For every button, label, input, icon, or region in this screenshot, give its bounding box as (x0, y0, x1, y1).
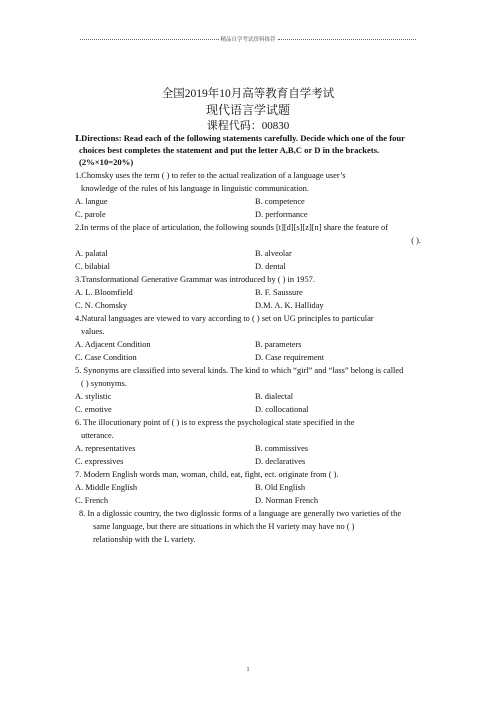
question-stem: 1.Chomsky uses the term ( ) to refer to the actual realization of a language user’s (75, 171, 346, 180)
header-text: 精品自学考试资料推荐 (220, 37, 276, 43)
option-a: A. L. Bloomfield (75, 288, 133, 297)
question-stem: 6. The illocutionary point of ( ) is to express the psychological state specified in the (75, 418, 355, 427)
course-code: 课程代码：00830 (206, 120, 290, 132)
option-a: A. representatives (75, 444, 136, 453)
option-c: C. bilabial (75, 262, 110, 271)
question-stem: 2.In terms of the place of articulation, the following sounds [t][d][s][z][n] share the feature of (75, 223, 389, 232)
option-c: C. Case Condition (75, 353, 137, 362)
option-b: B. competence (255, 197, 305, 206)
question-stem: relationship with the L variety. (93, 535, 196, 544)
question-stem: 4.Natural languages are viewed to vary according to ( ) set on UG principles to particular (75, 314, 374, 323)
question-content (75, 132, 421, 546)
section-directions: Ⅰ.Directions: Read each of the following statements carefully. Decide which one of the four choices best completes the statement and put the letter A,B,C or D in the brackets.(2%×10=20%) (75, 133, 405, 167)
option-d: D. performance (255, 210, 308, 219)
option-c: C. N. Chomsky (75, 301, 128, 310)
question-2 (75, 221, 421, 273)
exam-title: 全国2019年10月高等教育自学考试 (161, 88, 335, 100)
option-a: A. Middle English (75, 483, 138, 492)
page-number: 1 (246, 667, 250, 673)
options (75, 247, 421, 273)
option-c: C. emotive (75, 405, 112, 414)
question-stem: 7. Modern English words man, woman, child, eat, fight, ect. originate from ( ). (75, 470, 339, 479)
option-a: A. langue (75, 197, 108, 206)
option-c: C. French (75, 496, 109, 505)
option-d: D. collocational (255, 405, 309, 414)
question-3 (75, 273, 421, 312)
option-c: C. expressives (75, 457, 124, 466)
option-b: B. F. Saussure (255, 288, 303, 297)
exam-subject: 现代语言学试题 (205, 103, 290, 117)
page-header (80, 35, 416, 43)
option-b: B. alveolar (255, 249, 292, 258)
question-stem: ( ). (411, 236, 421, 245)
option-d: D.M. A. K. Halliday (255, 301, 324, 310)
question-stem: utterance. (81, 431, 114, 440)
question-stem: 5. Synonyms are classified into several kinds. The kind to which “girl” and “lass” belong is called (75, 366, 404, 375)
options (75, 481, 421, 507)
option-d: D. Norman French (255, 496, 319, 505)
question-1 (75, 169, 421, 221)
options (75, 195, 421, 221)
header-dotted-rule-left (80, 39, 219, 40)
question-stem: same language, but there are situations in which the H variety may have no ( ) (93, 522, 355, 531)
question-stem: ( ) synonyms. (81, 379, 127, 388)
options (75, 442, 421, 468)
question-7 (75, 468, 421, 507)
option-c: C. parole (75, 210, 106, 219)
question-stem: 8. In a diglossic country, the two diglossic forms of a language are generally two varieties of the (79, 509, 402, 518)
question-6 (75, 416, 421, 468)
question-5 (75, 364, 421, 416)
option-b: B. Old English (255, 483, 306, 492)
options (75, 390, 421, 416)
option-a: A. Adjacent Condition (75, 340, 151, 349)
question-4 (75, 312, 421, 364)
options (75, 286, 421, 312)
option-b: B. dialectal (255, 392, 294, 401)
question-stem: 3.Transformational Generative Grammar was introduced by ( ) in 1957. (75, 275, 315, 284)
question-8 (75, 507, 421, 546)
option-b: B. parameters (255, 340, 302, 349)
options (75, 338, 421, 364)
option-b: B. commissives (255, 444, 309, 453)
option-d: D. declaratives (255, 457, 306, 466)
option-d: D. dental (255, 262, 286, 271)
header-dotted-rule-right (278, 39, 417, 40)
question-stem: values. (81, 327, 105, 336)
question-stem: knowledge of the rules of his language in linguistic communication. (81, 184, 309, 193)
option-a: A. stylistic (75, 392, 112, 401)
option-d: D. Case requirement (255, 353, 325, 362)
option-a: A. palatal (75, 249, 108, 258)
